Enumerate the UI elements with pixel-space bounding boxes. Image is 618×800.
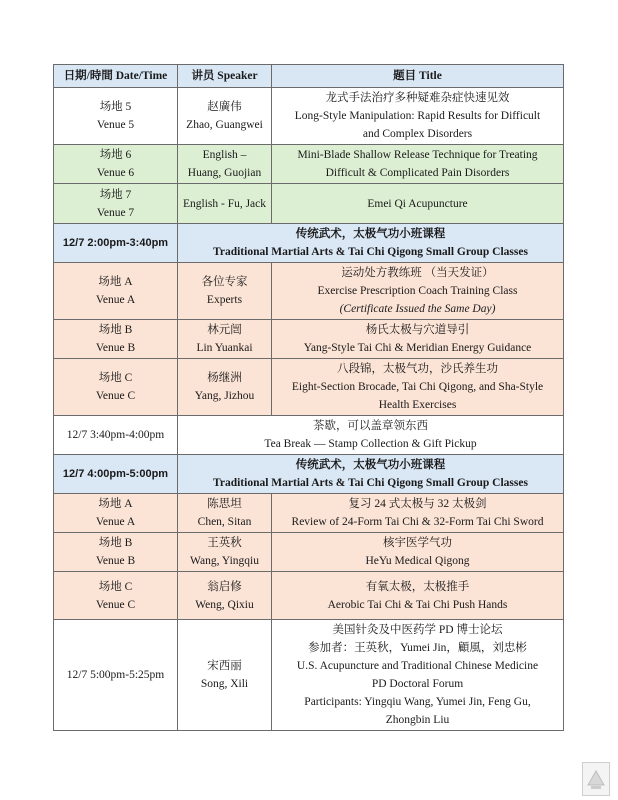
header-title: 题目 Title (272, 65, 564, 88)
forum-row (54, 620, 564, 731)
title-en-1: Exercise Prescription Coach Training Class (317, 285, 518, 297)
speaker-cell (178, 320, 272, 359)
title-en-1: U.S. Acupuncture and Traditional Chinese Medicine (296, 660, 539, 672)
venue-en: Venue B (95, 342, 136, 354)
venue-en: Venue 7 (96, 206, 135, 219)
speaker-en: Song, Xili (200, 678, 249, 690)
speaker-line-1: English – (202, 149, 247, 161)
speaker-en: Experts (206, 294, 243, 306)
venue-en: Venue B (95, 555, 136, 567)
venue-en: Venue 6 (96, 167, 135, 179)
speaker-zh: 陈思坦 (207, 498, 242, 510)
venue-en: Venue A (95, 516, 136, 528)
table-row (54, 88, 564, 145)
title-en: HeYu Medical Qigong (365, 555, 470, 567)
speaker-cell (178, 620, 272, 731)
venue-en: Venue A (95, 294, 136, 306)
document-logo-icon (582, 762, 610, 796)
venue-zh: 场地 A (98, 498, 133, 510)
title-en-1: Long-Style Manipulation: Rapid Results for Difficult (294, 110, 541, 122)
speaker-zh: 宋西丽 (207, 660, 242, 672)
title-zh: 龙式手法治疗多种疑难杂症快速见效 (325, 92, 510, 104)
session-title-zh: 传统武术，太极气功小班课程 (295, 459, 446, 471)
venue-cell (54, 88, 178, 145)
title-cell (272, 533, 564, 572)
header-date-time: 日期/時間 Date/Time (54, 65, 178, 88)
title-en-2: (Certificate Issued the Same Day) (339, 303, 496, 315)
title-cell (272, 620, 564, 731)
session-title-cell (178, 224, 564, 263)
title-en: Yang-Style Tai Chi & Meridian Energy Guidance (303, 342, 532, 354)
venue-zh: 场地 C (98, 580, 133, 593)
table-row (54, 533, 564, 572)
table-row (54, 572, 564, 620)
title-en: Aerobic Tai Chi & Tai Chi Push Hands (327, 598, 508, 611)
tea-title-cell (178, 416, 564, 455)
table-row (54, 145, 564, 184)
session-title-en: Traditional Martial Arts & Tai Chi Qigong Small Group Classes (213, 477, 528, 489)
speaker-cell (178, 263, 272, 320)
venue-cell (54, 359, 178, 416)
session-row (54, 224, 564, 263)
venue-en: Venue C (95, 390, 136, 402)
forum-date: 12/7 5:00pm-5:25pm (54, 620, 178, 731)
title-zh: 美国针灸及中医药学 PD 博士论坛 (332, 624, 503, 636)
schedule-table (53, 64, 564, 731)
venue-cell (54, 572, 178, 620)
venue-zh: 场地 B (98, 537, 133, 549)
speaker-line-2: Huang, Guojian (187, 167, 262, 179)
title-en-2: PD Doctoral Forum (371, 678, 464, 690)
participants-en-1: Participants: Yingqiu Wang, Yumei Jin, Feng Gu, (304, 696, 531, 708)
title-zh: 有氧太极，太极推手 (365, 580, 470, 593)
title-cell (272, 88, 564, 145)
speaker-zh: 杨继洲 (207, 372, 242, 384)
venue-cell (54, 494, 178, 533)
participants-en-2: Zhongbin Liu (385, 714, 450, 726)
title-cell (272, 572, 564, 620)
table-row (54, 359, 564, 416)
session-title-zh: 传统武术，太极气功小班课程 (295, 228, 446, 240)
speaker-zh: 翁启修 (207, 580, 242, 593)
venue-cell (54, 145, 178, 184)
speaker-cell (178, 359, 272, 416)
speaker-zh: 赵廣伟 (207, 101, 242, 113)
header-row (54, 65, 564, 88)
speaker-zh: 各位专家 (201, 276, 248, 288)
tea-date: 12/7 3:40pm-4:00pm (54, 416, 178, 455)
title-zh: 复习 24 式太极与 32 太极剑 (348, 498, 487, 510)
venue-cell (54, 263, 178, 320)
title-zh: 核宇医学气功 (383, 537, 452, 549)
session-row (54, 455, 564, 494)
title-cell: Emei Qi Acupuncture (272, 184, 564, 224)
title-cell (272, 263, 564, 320)
venue-zh: 场地 6 (99, 149, 132, 161)
speaker-zh: 林元闿 (207, 324, 242, 336)
venue-cell (54, 533, 178, 572)
title-en-2: Health Exercises (378, 399, 457, 411)
title-zh: 运动处方教练班 （当天发证） (341, 267, 494, 279)
tea-title-en: Tea Break — Stamp Collection & Gift Pickup (264, 438, 477, 450)
title-cell (272, 359, 564, 416)
tea-title-zh: 茶歇，可以盖章领东西 (313, 420, 428, 432)
venue-cell (54, 184, 178, 224)
speaker-cell (178, 88, 272, 145)
speaker-en: Weng, Qixiu (195, 598, 254, 611)
table-row (54, 320, 564, 359)
venue-zh: 场地 C (98, 372, 133, 384)
session-date: 12/7 2:00pm-3:40pm (54, 224, 178, 263)
venue-cell (54, 320, 178, 359)
speaker-en: Lin Yuankai (196, 342, 253, 354)
speaker-cell (178, 145, 272, 184)
speaker-en: Yang, Jizhou (194, 390, 255, 402)
venue-zh: 场地 5 (99, 101, 132, 113)
header-speaker: 讲员 Speaker (178, 65, 272, 88)
table-row (54, 494, 564, 533)
participants-zh: 参加者：王英秋，Yumei Jin，顧風，刘忠彬 (308, 642, 527, 654)
speaker-cell (178, 533, 272, 572)
session-title-cell (178, 455, 564, 494)
speaker-en: Wang, Yingqiu (190, 555, 259, 567)
title-en-1: Eight-Section Brocade, Tai Chi Qigong, and Sha-Style (291, 381, 544, 393)
venue-zh: 场地 B (98, 324, 133, 336)
title-cell (272, 145, 564, 184)
title-zh: 杨氏太极与穴道导引 (365, 324, 470, 336)
speaker-en: Zhao, Guangwei (186, 119, 263, 131)
title-en: Review of 24-Form Tai Chi & 32-Form Tai Chi Sword (291, 516, 544, 528)
title-cell (272, 320, 564, 359)
title-en-2: and Complex Disorders (362, 128, 473, 140)
speaker-zh: 王英秋 (207, 537, 242, 549)
speaker-cell (178, 494, 272, 533)
title-en-2: Difficult & Complicated Pain Disorders (325, 167, 510, 179)
venue-zh: 场地 7 (99, 188, 132, 201)
session-date: 12/7 4:00pm-5:00pm (54, 455, 178, 494)
document-logo-icon-svg (583, 763, 609, 795)
tea-break-row (54, 416, 564, 455)
speaker-cell (178, 572, 272, 620)
venue-zh: 场地 A (98, 276, 133, 288)
speaker-cell: English - Fu, Jack (178, 184, 272, 224)
venue-en: Venue C (95, 598, 136, 611)
title-zh: 八段锦，太极气功，沙氏养生功 (337, 363, 498, 375)
table-row (54, 263, 564, 320)
table-row (54, 184, 564, 224)
venue-en: Venue 5 (96, 119, 135, 131)
session-title-en: Traditional Martial Arts & Tai Chi Qigong Small Group Classes (213, 246, 528, 258)
speaker-en: Chen, Sitan (197, 516, 252, 528)
title-en-1: Mini-Blade Shallow Release Technique for Treating (297, 149, 538, 161)
title-cell (272, 494, 564, 533)
